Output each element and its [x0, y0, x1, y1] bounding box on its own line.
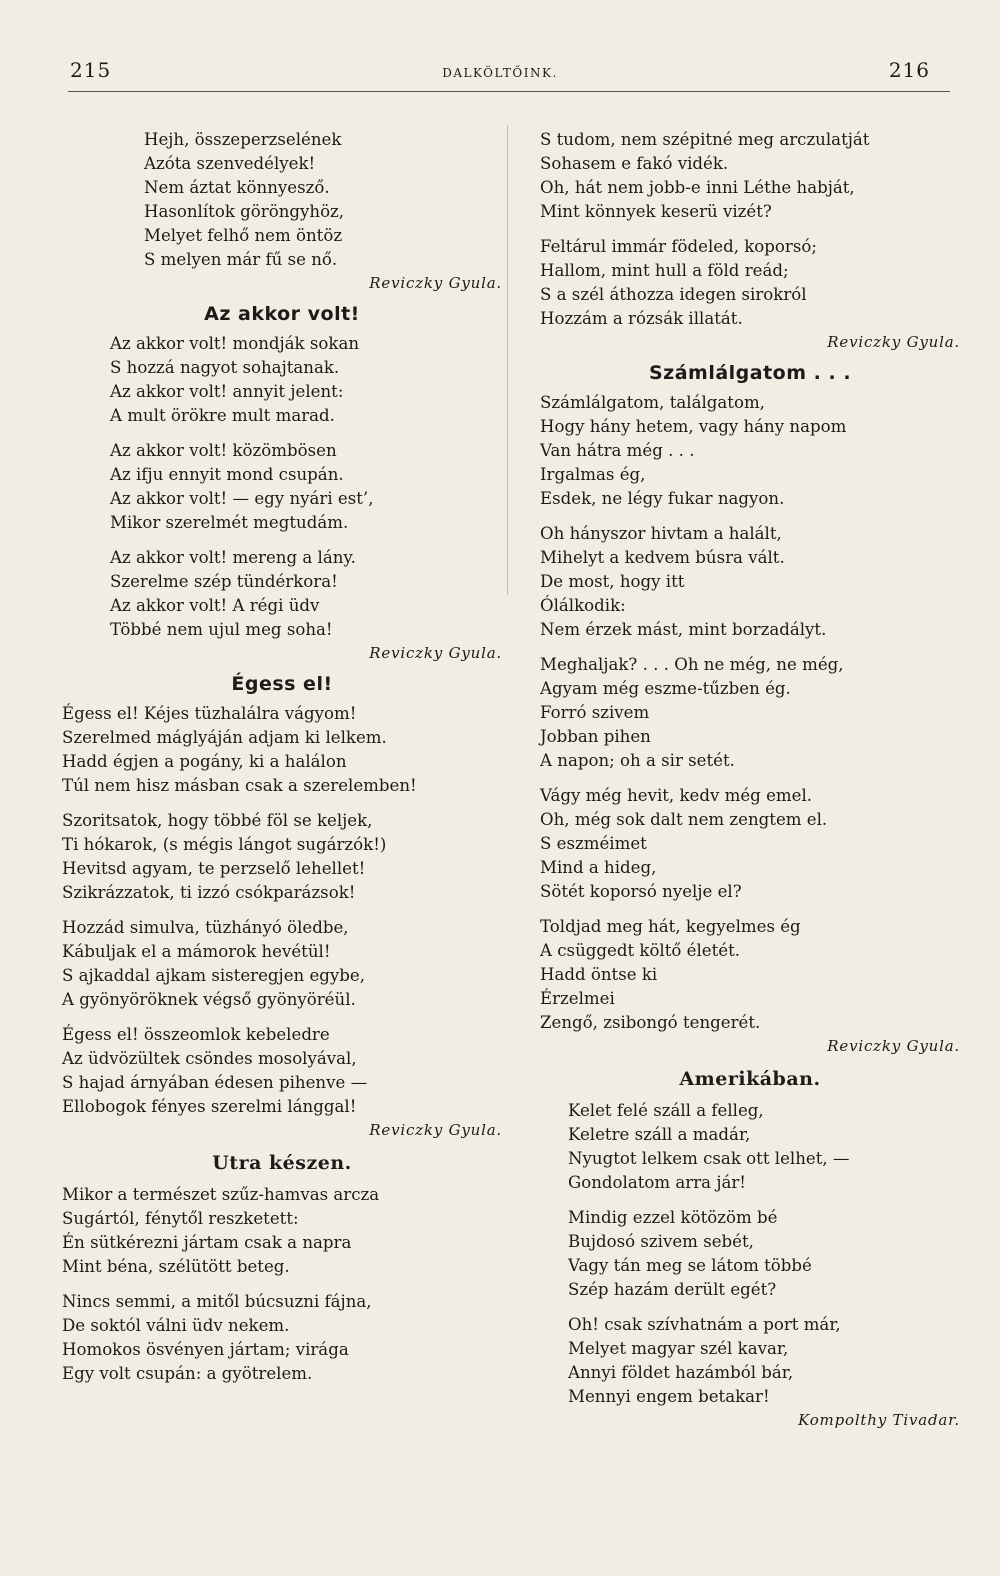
poem-line: A csüggedt költő életét.: [540, 941, 741, 960]
poem-line: Homokos ösvényen jártam; virága: [62, 1340, 349, 1359]
poem-line: Az akkor volt! A régi üdv: [110, 596, 320, 615]
poem-line: Van hátra még . . .: [540, 441, 695, 460]
poem-line: Kábuljak el a mámorok hevétül!: [62, 942, 331, 961]
poem-line: Szoritsatok, hogy többé föl se keljek,: [62, 811, 373, 830]
poem-line: Az akkor volt! közömbösen: [110, 441, 337, 460]
poem-title: Az akkor volt!: [204, 303, 360, 325]
poem-line: Oh, hát nem jobb-e inni Léthe habját,: [540, 178, 855, 197]
poem-line: S hajad árnyában édesen pihenve —: [62, 1073, 368, 1092]
poem-line: Irgalmas ég,: [540, 465, 646, 484]
running-title: DALKÖLTŐINK.: [442, 66, 558, 80]
poem-line: Bujdosó szivem sebét,: [568, 1232, 754, 1251]
poem-line: Nem áztat könnyesző.: [144, 178, 330, 197]
page-number-right: 216: [888, 58, 930, 82]
poem-body: [62, 1183, 502, 1386]
poem-line: Melyet magyar szél kavar,: [568, 1339, 789, 1358]
poem-line: Mennyi engem betakar!: [568, 1387, 770, 1406]
poem-line: Érzelmei: [540, 989, 615, 1008]
poem-line: Többé nem ujul meg soha!: [110, 620, 333, 639]
poem-line: S a szél áthozza idegen sirokról: [540, 285, 807, 304]
poem-line: Oh! csak szívhatnám a port már,: [568, 1315, 841, 1334]
poem-line: Meghaljak? . . . Oh ne még, ne még,: [540, 655, 844, 674]
poem-line: Nem érzek mást, mint borzadályt.: [540, 620, 827, 639]
poem-line: Hallom, mint hull a föld reád;: [540, 261, 789, 280]
poem-line: Hogy hány hetem, vagy hány napom: [540, 417, 847, 436]
poem-line: Mihelyt a kedvem búsra vált.: [540, 548, 785, 567]
poem-line: A gyönyöröknek végső gyönyöréül.: [62, 990, 356, 1009]
poem-title: Amerikában.: [679, 1068, 821, 1090]
poem-line: Mikor a természet szűz-hamvas arcza: [62, 1185, 380, 1204]
poem-line: Sohasem e fakó vidék.: [540, 154, 729, 173]
poem-line: Oh hányszor hivtam a halált,: [540, 524, 782, 543]
poem-line: Mind a hideg,: [540, 858, 657, 877]
poem-line: S melyen már fű se nő.: [144, 250, 338, 269]
poem-line: Kelet felé száll a felleg,: [568, 1101, 764, 1120]
poem-line: Számlálgatom, találgatom,: [540, 393, 765, 412]
poem-body: [540, 391, 960, 1035]
poem-line: Vagy tán meg se látom többé: [568, 1256, 812, 1275]
poem-line: Oh, még sok dalt nem zengtem el.: [540, 810, 828, 829]
right-column: [540, 128, 960, 1431]
poem-line: A napon; oh a sir setét.: [540, 751, 735, 770]
poem-line: Az akkor volt! mereng a lány.: [110, 548, 356, 567]
page-number-left: 215: [70, 58, 112, 82]
poem-author: Kompolthy Tivadar.: [798, 1411, 960, 1429]
poem-line: Nyugtot lelkem csak ott lelhet, —: [568, 1149, 850, 1168]
poem-line: S hozzá nagyot sohajtanak.: [110, 358, 340, 377]
poem-title: Utra készen.: [212, 1152, 352, 1174]
poem-line: S eszméimet: [540, 834, 647, 853]
poem-line: Az akkor volt! annyit jelent:: [110, 382, 344, 401]
column-divider: [507, 125, 508, 595]
poem-line: Hasonlítok göröngyhöz,: [144, 202, 345, 221]
poem-author: Reviczky Gyula.: [827, 333, 960, 351]
poem-line: Túl nem hisz másban csak a szerelemben!: [62, 776, 417, 795]
page-header: [70, 58, 930, 86]
poem-line: Esdek, ne légy fukar nagyon.: [540, 489, 785, 508]
poem-fragment: [62, 128, 502, 272]
poem-line: Annyi földet hazámból bár,: [568, 1363, 794, 1382]
poem-line: Hadd öntse ki: [540, 965, 658, 984]
poem-author: Reviczky Gyula.: [369, 1121, 502, 1139]
poem-line: Hadd égjen a pogány, ki a halálon: [62, 752, 347, 771]
poem-line: Mint könnyek keserü vizét?: [540, 202, 772, 221]
poem-line: Hozzád simulva, tüzhányó öledbe,: [62, 918, 349, 937]
poem-line: Melyet felhő nem öntöz: [144, 226, 343, 245]
poem-line: Égess el! Kéjes tüzhalálra vágyom!: [62, 704, 357, 723]
poem-line: Ellobogok fényes szerelmi lánggal!: [62, 1097, 357, 1116]
poem-line: S tudom, nem szépitné meg arczulatját: [540, 130, 870, 149]
poem-author: Reviczky Gyula.: [369, 274, 502, 292]
poem-line: Sötét koporsó nyelje el?: [540, 882, 742, 901]
poem-line: Az üdvözültek csöndes mosolyával,: [62, 1049, 357, 1068]
poem-line: Szép hazám derült egét?: [568, 1280, 777, 1299]
poem-title: Számlálgatom . . .: [648, 362, 852, 384]
poem-line: De most, hogy itt: [540, 572, 685, 591]
poem-line: Hevitsd agyam, te perzselő lehellet!: [62, 859, 366, 878]
poem-line: Toldjad meg hát, kegyelmes ég: [540, 917, 801, 936]
poem-line: Gondolatom arra jár!: [568, 1173, 746, 1192]
poem-author: Reviczky Gyula.: [827, 1037, 960, 1055]
poem-line: Mindig ezzel kötözöm bé: [568, 1208, 778, 1227]
poem-line: Jobban pihen: [540, 727, 651, 746]
poem-line: Feltárul immár födeled, koporsó;: [540, 237, 817, 256]
poem-line: Hozzám a rózsák illatát.: [540, 309, 743, 328]
poem-line: Vágy még hevit, kedv még emel.: [540, 786, 813, 805]
poem-line: Zengő, zsibongó tengerét.: [540, 1013, 761, 1032]
poem-line: Sugártól, fénytől reszketett:: [62, 1209, 299, 1228]
poem-body: [540, 1099, 960, 1409]
poem-line: Nincs semmi, a mitől búcsuzni fájna,: [62, 1292, 372, 1311]
poem-line: Azóta szenvedélyek!: [144, 154, 316, 173]
poem-line: Ólálkodik:: [540, 596, 626, 615]
poem-line: Agyam még eszme-tűzben ég.: [540, 679, 791, 698]
poem-line: Keletre száll a madár,: [568, 1125, 751, 1144]
poem-line: Hejh, összeperzselének: [144, 130, 342, 149]
poem-line: Én sütkérezni jártam csak a napra: [62, 1233, 352, 1252]
header-rule: [68, 91, 950, 92]
poem-line: Az akkor volt! — egy nyári est’,: [110, 489, 374, 508]
poem-line: Egy volt csupán: a gyötrelem.: [62, 1364, 313, 1383]
poem-line: Az ifju ennyit mond csupán.: [110, 465, 344, 484]
poem-title: Égess el!: [231, 673, 333, 695]
poem-line: S ajkaddal ajkam sisteregjen egybe,: [62, 966, 366, 985]
poem-line: Az akkor volt! mondják sokan: [110, 334, 360, 353]
poem-line: Szerelmed máglyáján adjam ki lelkem.: [62, 728, 387, 747]
poem-body: [62, 332, 502, 642]
poem-line: Ti hókarok, (s mégis lángot sugárzók!): [62, 835, 387, 854]
poem-body: [62, 702, 502, 1119]
poem-fragment: [540, 128, 960, 331]
poem-line: Szerelme szép tündérkora!: [110, 572, 338, 591]
poem-line: Mint béna, szélütött beteg.: [62, 1257, 290, 1276]
poem-line: De soktól válni üdv nekem.: [62, 1316, 290, 1335]
poem-author: Reviczky Gyula.: [369, 644, 502, 662]
poem-line: A mult örökre mult marad.: [110, 406, 335, 425]
poem-line: Forró szivem: [540, 703, 650, 722]
poem-line: Szikrázzatok, ti izzó csókparázsok!: [62, 883, 356, 902]
left-column: [62, 128, 502, 1386]
poem-line: Mikor szerelmét megtudám.: [110, 513, 349, 532]
poem-line: Égess el! összeomlok kebeledre: [62, 1025, 330, 1044]
